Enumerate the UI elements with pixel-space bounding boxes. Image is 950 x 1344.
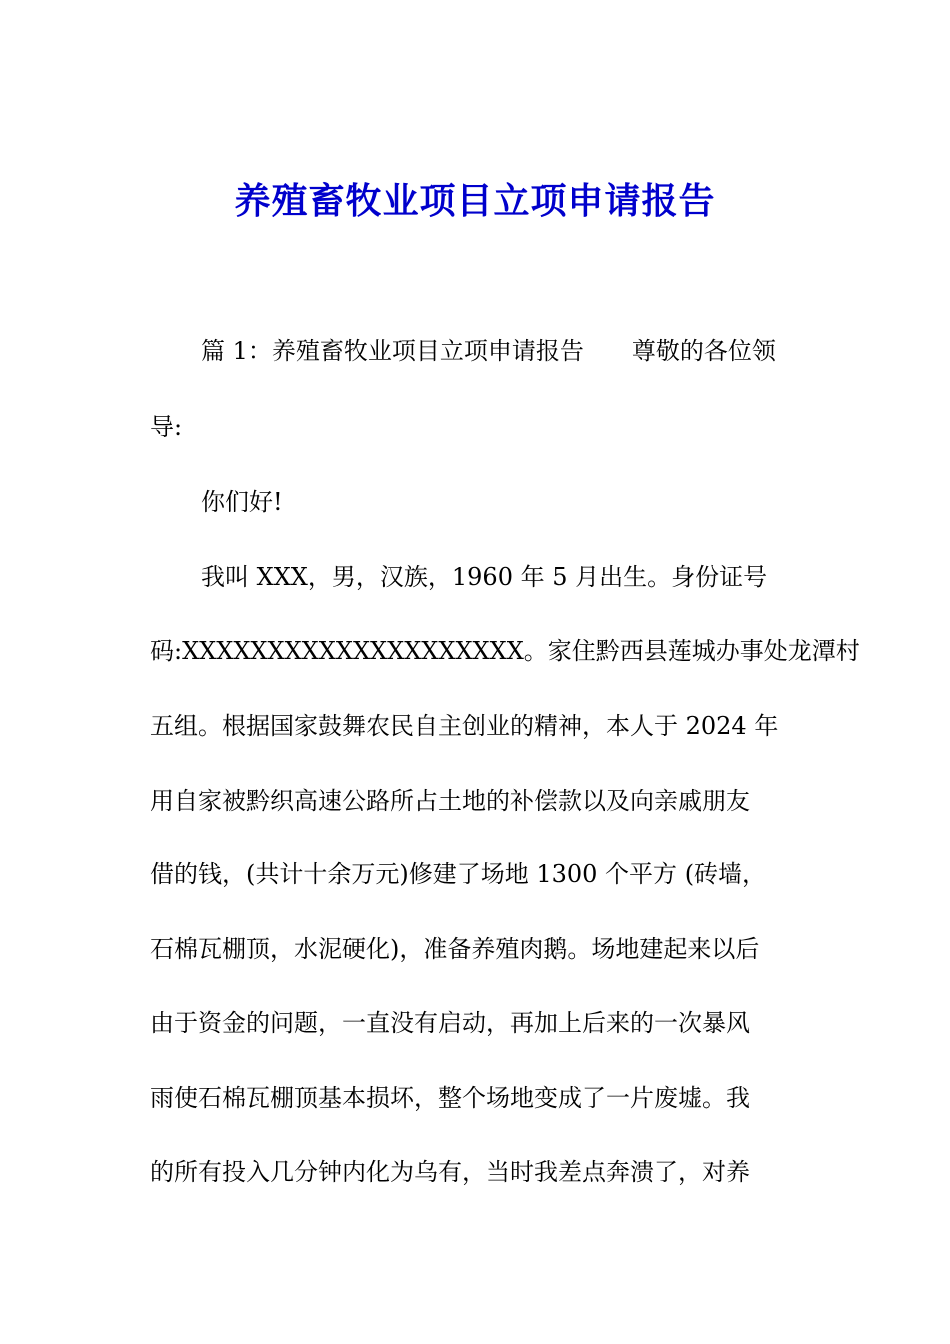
paragraph-line-9: 石棉瓦棚顶，水泥硬化)，准备养殖肉鹅。场地建起来以后 xyxy=(150,935,760,963)
paragraph-line-11: 雨使石棉瓦棚顶基本损坏，整个场地变成了一片废墟。我 xyxy=(150,1084,750,1112)
paragraph-line-8: 借的钱，(共计十余万元)修建了场地 1300 个平方 (砖墙， xyxy=(150,860,767,888)
paragraph-line-1: 篇 1：养殖畜牧业项目立项申请报告 尊敬的各位领 xyxy=(201,337,776,365)
paragraph-line-2: 导: xyxy=(150,413,183,441)
paragraph-line-10: 由于资金的问题，一直没有启动，再加上后来的一次暴风 xyxy=(150,1009,750,1037)
paragraph-line-4: 我叫 XXX，男，汉族，1960 年 5 月出生。身份证号 xyxy=(201,563,768,591)
paragraph-line-6: 五组。根据国家鼓舞农民自主创业的精神，本人于 2024 年 xyxy=(150,712,779,740)
paragraph-line-12: 的所有投入几分钟内化为乌有，当时我差点奔溃了，对养 xyxy=(150,1158,750,1186)
paragraph-line-7: 用自家被黔织高速公路所占土地的补偿款以及向亲戚朋友 xyxy=(150,787,750,815)
paragraph-line-5: 码:XXXXXXXXXXXXXXXXXXXX。家住黔西县莲城办事处龙潭村 xyxy=(150,637,860,665)
document-title: 养殖畜牧业项目立项申请报告 xyxy=(234,180,716,222)
paragraph-line-3: 你们好! xyxy=(201,488,283,516)
